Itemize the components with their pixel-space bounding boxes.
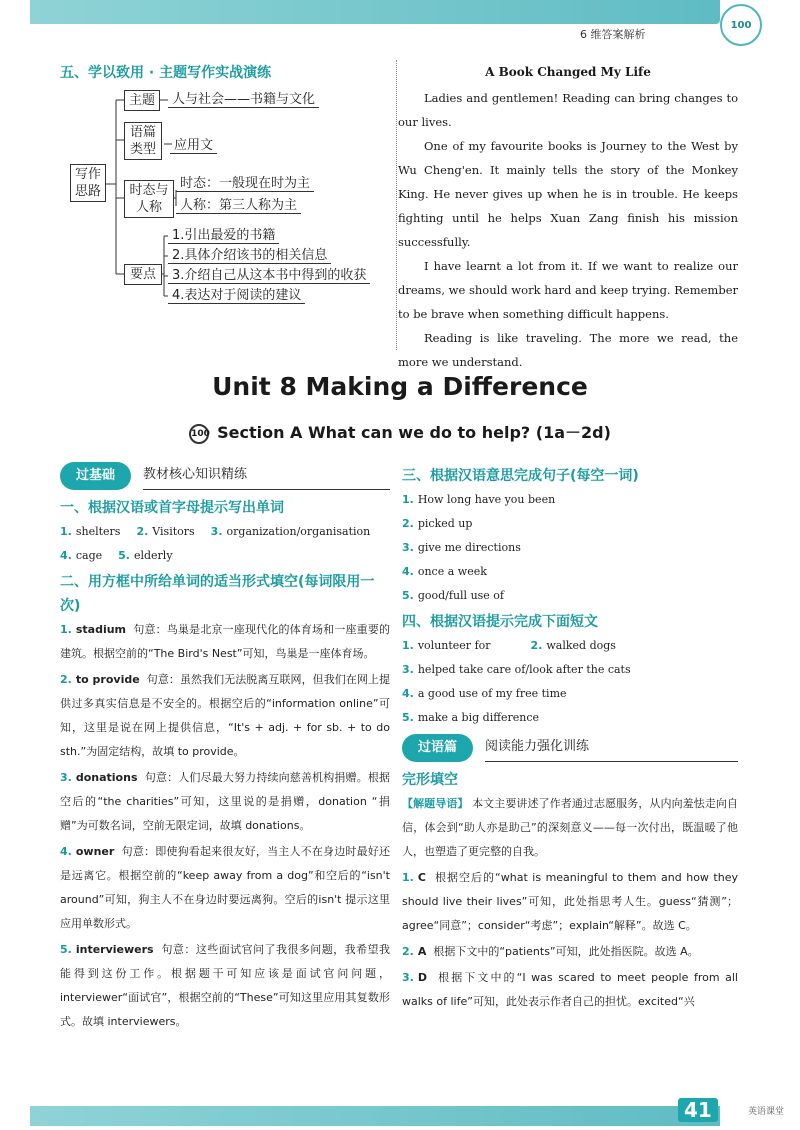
point-1: 1.引出最爱的书籍: [168, 224, 279, 244]
writing-guide-title: 五、学以致用 · 主题写作实战演练: [60, 65, 272, 81]
point-3: 3.介绍自己从这本书中得到的收获: [168, 264, 370, 284]
answer-item: 2. Visitors: [136, 525, 195, 538]
answer-line: 3. give me directions: [402, 541, 521, 554]
essay-paragraph: Reading is like traveling. The more we read, the more we understand.: [398, 331, 738, 369]
header-tag: 6 维答案解析: [580, 28, 646, 41]
right-column: [402, 462, 738, 1016]
branch-points: 要点: [124, 264, 162, 285]
leaf-topic: 人与社会——书籍与文化: [168, 88, 319, 108]
cloze-item: 1. C 根据空后的“what is meaningful to them and how they should live their lives”可知，此处指思考人生。guess“猜测”；agree“同意”；consider“考虑”；explain“解释”。故选 C。: [402, 871, 738, 932]
guide-text: 【解题导语】 本文主要讲述了作者通过志愿服务，从内向羞怯走向自信，体会到“助人亦是助己”的深刻意义——每一次付出，既温暖了他人，也塑造了更完整的自我。: [402, 797, 739, 858]
branch-type: 语篇类型: [124, 122, 162, 160]
header-bar: [0, 0, 800, 50]
explanation-item: 2. to provide 句意：虽然我们无法脱离互联网，但我们在网上提供过多真实信息是不安全的。根据空后的“information online”可知，这里是说在网上提供信息，“It's + adj. + for sb. + to do sth.”为固定结构，故填 to provide。: [60, 673, 390, 758]
answer-item: 1. shelters: [60, 525, 121, 538]
explanation-item: 5. interviewers 句意：这些面试官问了我很多问题，我希望我能得到这份工作。根据题干可知应该是面试官问问题，interviewer“面试官”，根据空前的“These”可知这里应用其复数形式。故填 interviewers。: [60, 943, 390, 1028]
answer-line: 3. helped take care of/look after the cats: [402, 663, 631, 676]
reading-banner-text: 阅读能力强化训练: [485, 735, 738, 762]
answer-line: 1. How long have you been: [402, 493, 556, 506]
answer-item: 5. elderly: [118, 549, 173, 562]
essay-paragraph: Ladies and gentlemen! Reading can bring changes to our lives.: [398, 91, 738, 129]
leaf-type: 应用文: [170, 134, 217, 154]
answer-line: 4. once a week: [402, 565, 487, 578]
answer-line: 5. make a big difference: [402, 711, 540, 724]
answer-line: 4. a good use of my free time: [402, 687, 567, 700]
explanation-item: 3. donations 句意：人们尽最大努力持续向慈善机构捐赠。根据空后的“the charities”可知，这里说的是捐赠，donation “捐赠”为可数名词，空前无限定词，故填 donations。: [60, 771, 391, 832]
point-2: 2.具体介绍该书的相关信息: [168, 244, 331, 264]
leaf-person: 人称：第三人称为主: [176, 194, 301, 214]
unit-title: Unit 8 Making a Difference: [212, 372, 588, 401]
answer-item: 4. cage: [60, 549, 103, 562]
point-4: 4.表达对于阅读的建议: [168, 284, 305, 304]
section-title: [0, 420, 800, 444]
explanation-item: 4. owner 句意：即使狗看起来很友好，当主人不在身边时最好还是远离它。根据空前的“keep away from a dog”和空后的“isn't around”可知，狗主人不在身边时要远离狗。空后的isn't 提示这里应用单数形式。: [60, 845, 390, 930]
answer-line: 1. volunteer for 2. walked dogs: [402, 639, 616, 652]
section-badge-icon: 100: [189, 424, 209, 444]
essay-paragraph: One of my favourite books is Journey to the West by Wu Cheng'en. It mainly tells the story of the Monkey King. He never gives up when he is in trouble. He keeps fighting until he helps Xuan Zang finish his mission successfully.: [398, 139, 738, 249]
cloze-item: 3. D 根据下文中的“I was scared to meet people from all walks of life”可知，此处表示作者自己的担忧。excited“兴: [402, 971, 738, 1008]
column-divider: [396, 60, 397, 350]
branch-tense: 时态与人称: [124, 180, 174, 218]
header-stripe: [30, 0, 720, 24]
branch-topic: 主题: [124, 90, 160, 111]
page-number: 41: [678, 1098, 718, 1122]
part-2-title: 二、用方框中所给单词的适当形式填空(每词限用一次): [60, 574, 375, 614]
mind-root: 写作思路: [70, 164, 106, 202]
essay-paragraph: I have learnt a lot from it. If we want to realize our dreams, we should work hard and keep trying. Remember to be brave when something difficult happens.: [398, 259, 738, 321]
part-3-title: 三、根据汉语意思完成句子(每空一词): [402, 468, 639, 484]
basics-banner: [60, 462, 390, 490]
reading-badge: 过语篇: [402, 734, 473, 762]
brand-logo: 100: [720, 4, 762, 46]
part-1-title: 一、根据汉语或首字母提示写出单词: [60, 500, 284, 516]
basics-badge: 过基础: [60, 462, 131, 490]
reading-banner: [402, 734, 738, 762]
model-essay: [398, 60, 738, 374]
answer-line: 5. good/full use of: [402, 589, 504, 602]
footer-stripe: [30, 1106, 720, 1126]
answer-row: [60, 544, 390, 568]
answer-line: 2. picked up: [402, 517, 473, 530]
cloze-title: 完形填空: [402, 772, 458, 788]
essay-title: A Book Changed My Life: [485, 65, 651, 79]
part-4-title: 四、根据汉语提示完成下面短文: [402, 614, 598, 630]
section-title-text: Section A What can we do to help? (1a－2d): [217, 423, 611, 442]
answer-row: [60, 520, 390, 544]
basics-banner-text: 教材核心知识精练: [143, 463, 390, 490]
watermark: 英语课堂: [748, 1107, 785, 1117]
explanation-item: 1. stadium 句意：鸟巢是北京一座现代化的体育场和一座重要的建筑。根据空前的“The Bird's Nest”可知，鸟巢是一座体育场。: [60, 623, 390, 660]
writing-mind-map: [68, 86, 388, 316]
root-connector: [106, 100, 124, 274]
leaf-tense: 时态：一般现在时为主: [176, 172, 314, 192]
left-column: [60, 462, 390, 1036]
cloze-item: 2. A 根据下文中的“patients”可知，此处指医院。故选 A。: [402, 945, 699, 958]
answer-item: 3. organization/organisation: [210, 525, 371, 538]
